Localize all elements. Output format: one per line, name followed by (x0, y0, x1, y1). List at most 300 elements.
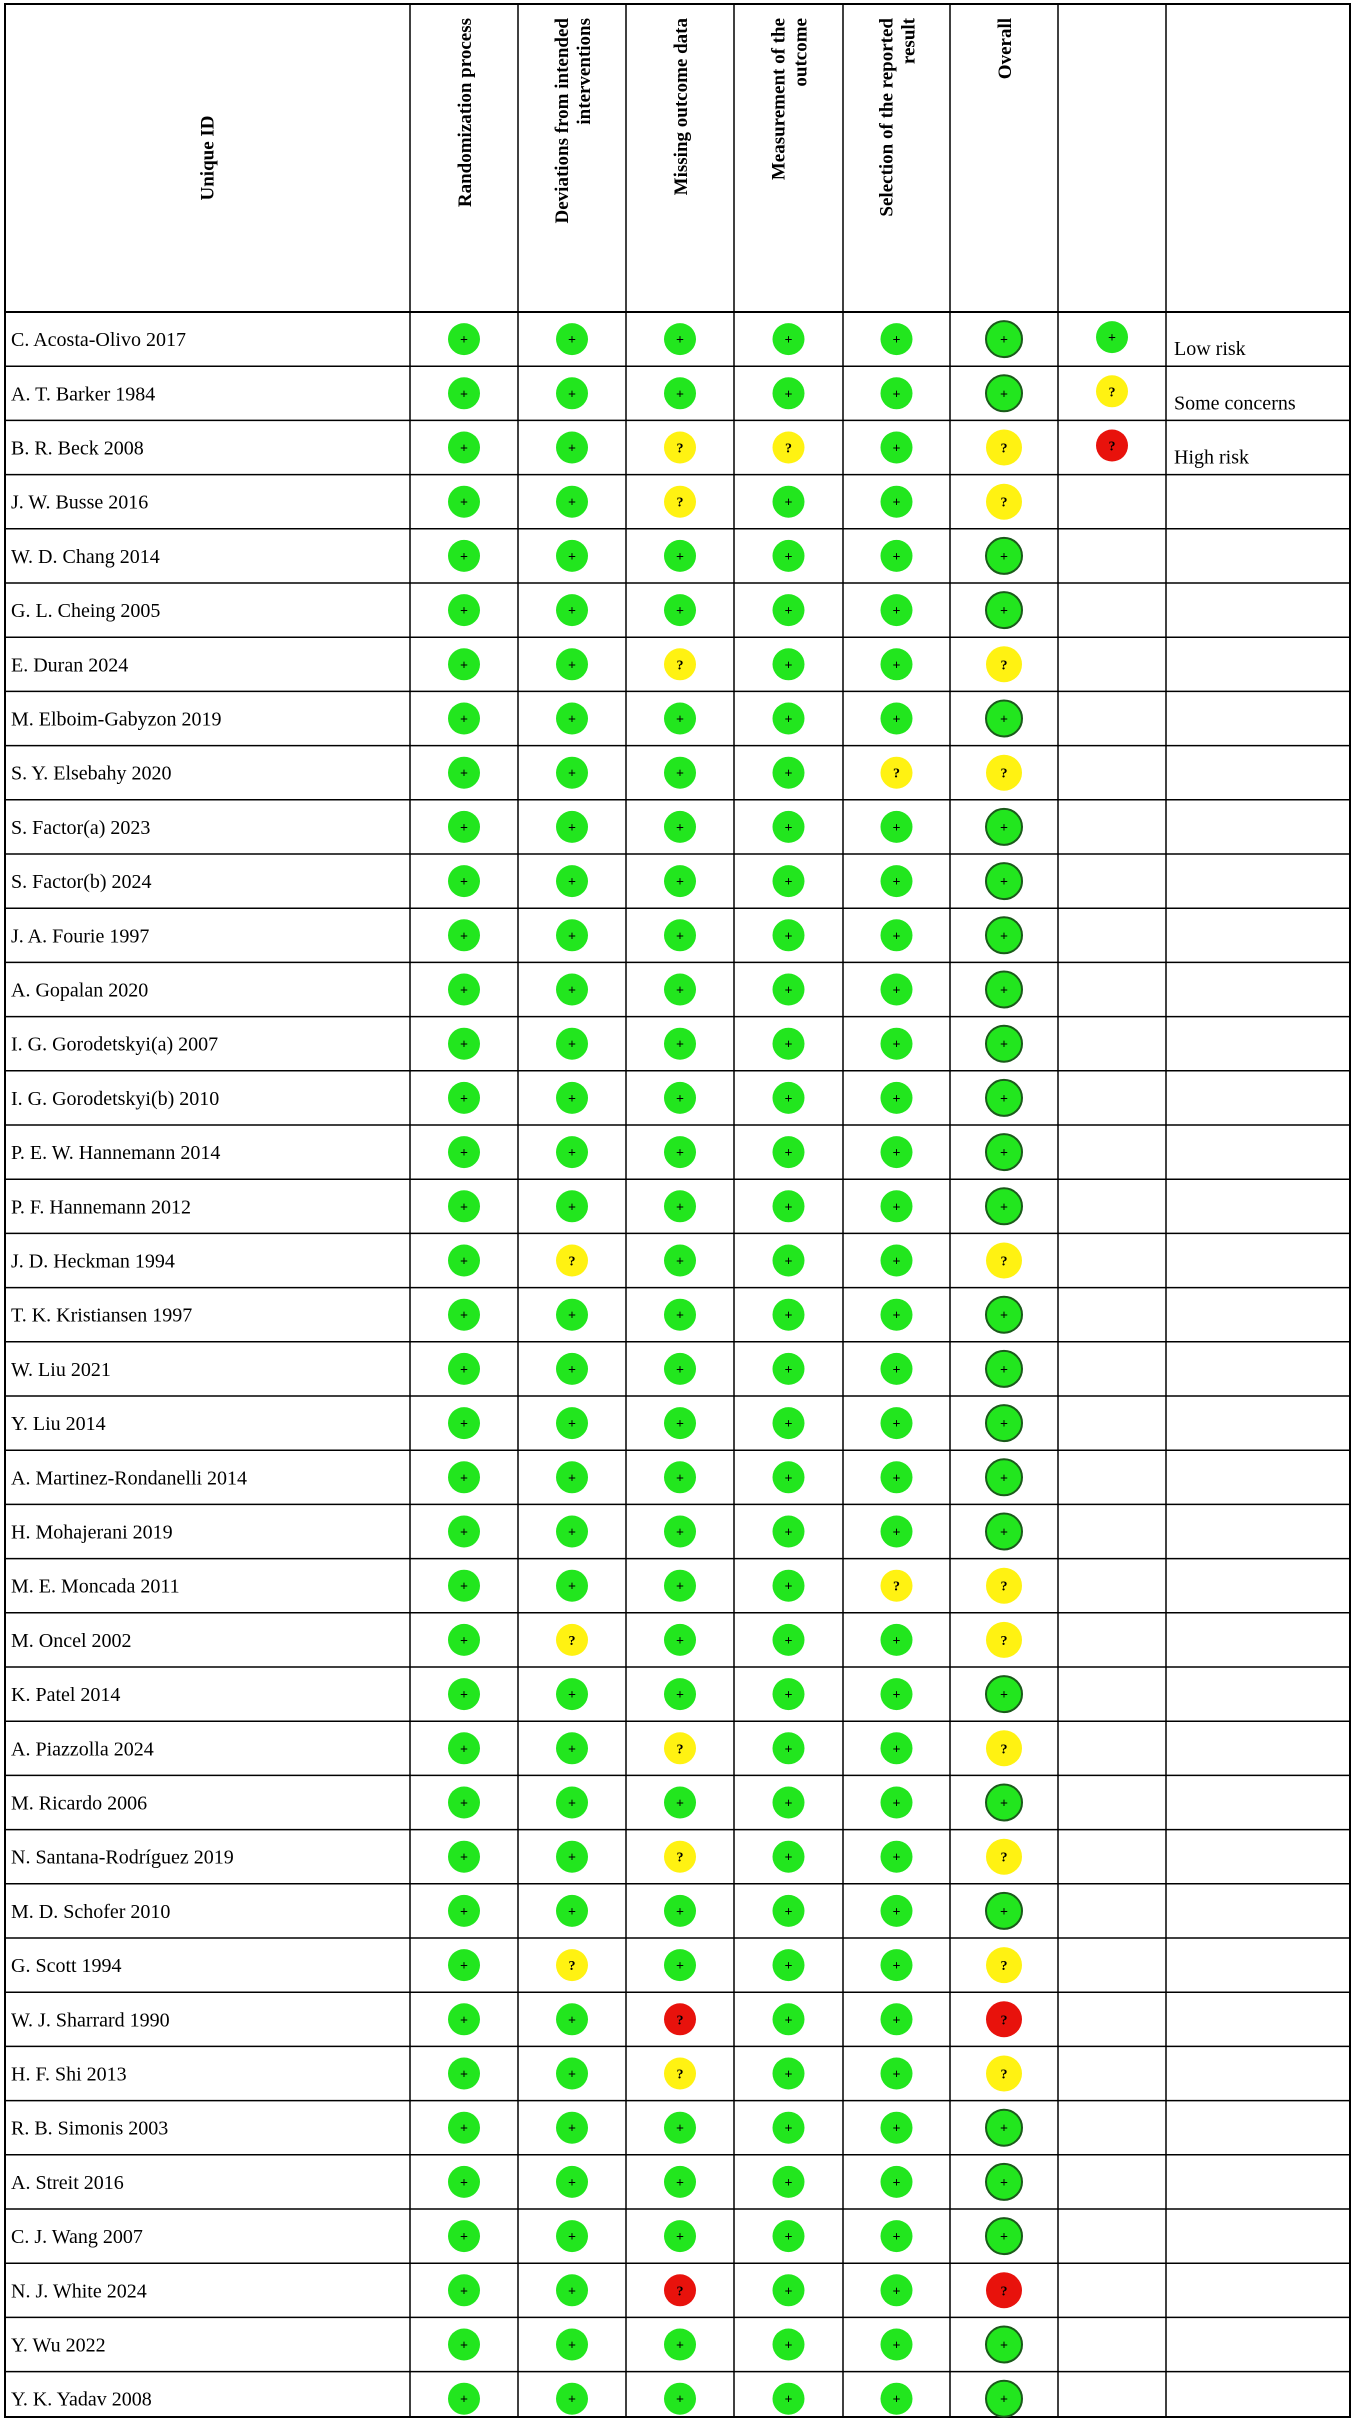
low-risk-symbol: + (676, 604, 684, 620)
judgement-some (986, 484, 1022, 520)
judgement-low (556, 2329, 588, 2361)
low-risk-symbol: + (460, 333, 468, 349)
study-name: Y. Wu 2022 (11, 2334, 106, 2357)
study-name: J. A. Fourie 1997 (11, 925, 150, 948)
judgement-low (986, 1080, 1022, 1116)
judgement-high (664, 2274, 696, 2306)
study-name: M. D. Schofer 2010 (11, 1900, 171, 1923)
judgement-low (881, 2058, 913, 2090)
some-risk-symbol: ? (676, 495, 684, 511)
low-risk-symbol: + (568, 1146, 576, 1162)
judgement-low (448, 1949, 480, 1981)
judgement-low (556, 1895, 588, 1927)
low-risk-symbol: + (676, 1688, 684, 1704)
table-row (11, 538, 1022, 574)
low-risk-symbol: + (892, 1471, 901, 1487)
table-row (11, 2327, 1022, 2363)
judgement-low (448, 1353, 480, 1385)
some-risk-symbol: ? (1000, 766, 1008, 782)
judgement-low (448, 2112, 480, 2144)
judgement-low (881, 974, 913, 1006)
judgement-low (986, 2381, 1022, 2417)
column-header-domain-line: Measurement of the (768, 18, 790, 181)
judgement-some (986, 1622, 1022, 1658)
column-header-domain (671, 18, 692, 196)
low-risk-symbol: + (892, 1633, 901, 1649)
table-body (11, 321, 1022, 2417)
low-risk-symbol: + (676, 1471, 684, 1487)
low-risk-symbol: + (784, 1037, 793, 1053)
low-risk-symbol: + (460, 604, 468, 620)
study-name: A. Gopalan 2020 (11, 979, 149, 1002)
low-risk-symbol: + (1000, 549, 1008, 565)
judgement-some (986, 1839, 1022, 1875)
table-row (11, 2110, 1022, 2146)
low-risk-symbol: + (784, 1200, 793, 1216)
judgement-low (986, 1676, 1022, 1712)
judgement-low (556, 486, 588, 518)
judgement-low (448, 757, 480, 789)
judgement-low (556, 2003, 588, 2035)
judgement-low (448, 1732, 480, 1764)
study-name: C. Acosta-Olivo 2017 (11, 329, 186, 352)
judgement-low (448, 1082, 480, 1114)
judgement-low (448, 1299, 480, 1331)
judgement-some (664, 648, 696, 680)
low-risk-symbol: + (784, 1742, 793, 1758)
low-risk-symbol: + (568, 1471, 576, 1487)
judgement-low (881, 1516, 913, 1548)
low-risk-symbol: + (892, 2230, 901, 2246)
low-risk-symbol: + (1000, 875, 1008, 891)
low-risk-symbol: + (568, 820, 576, 836)
low-risk-symbol: + (568, 549, 576, 565)
low-risk-symbol: + (1000, 1796, 1008, 1812)
some-risk-symbol: ? (676, 441, 684, 457)
judgement-low (448, 1245, 480, 1277)
judgement-some (986, 1947, 1022, 1983)
low-risk-symbol: + (568, 2067, 576, 2083)
judgement-low (448, 377, 480, 409)
low-risk-symbol: + (460, 1362, 468, 1378)
low-risk-symbol: + (676, 1417, 684, 1433)
judgement-low (448, 2383, 480, 2415)
low-risk-symbol: + (784, 1471, 793, 1487)
low-risk-symbol: + (676, 1254, 684, 1270)
judgement-low (881, 1678, 913, 1710)
low-risk-symbol: + (784, 1146, 793, 1162)
judgement-low (881, 1136, 913, 1168)
low-risk-symbol: + (784, 1850, 793, 1866)
low-risk-symbol: + (892, 1037, 901, 1053)
judgement-low (986, 1134, 1022, 1170)
some-risk-symbol: ? (1000, 1579, 1008, 1595)
low-risk-symbol: + (568, 1742, 576, 1758)
judgement-low (664, 1245, 696, 1277)
low-risk-symbol: + (568, 712, 576, 728)
judgement-low (556, 648, 588, 680)
judgement-low (881, 432, 913, 464)
low-risk-symbol: + (892, 333, 901, 349)
judgement-low (881, 1407, 913, 1439)
judgement-low (881, 1299, 913, 1331)
study-name: E. Duran 2024 (11, 654, 129, 677)
table-row (11, 1785, 1022, 1821)
table-row (11, 1893, 1022, 1929)
some-risk-symbol: ? (893, 766, 900, 782)
judgement-low (773, 2274, 805, 2306)
study-name: R. B. Simonis 2003 (11, 2117, 169, 2140)
judgement-low (773, 1461, 805, 1493)
judgement-low (448, 1787, 480, 1819)
low-risk-symbol: + (676, 333, 684, 349)
judgement-low (773, 1028, 805, 1060)
column-header-domain-line: Selection of the reported (876, 18, 898, 217)
judgement-low (664, 2112, 696, 2144)
column-header-domain (552, 18, 595, 224)
judgement-low (986, 1351, 1022, 1387)
judgement-low (664, 1787, 696, 1819)
low-risk-symbol: + (676, 2230, 684, 2246)
low-risk-symbol: + (892, 1904, 901, 1920)
low-risk-symbol: + (460, 2284, 468, 2300)
low-risk-symbol: + (568, 387, 576, 403)
low-risk-symbol: + (568, 658, 576, 674)
judgement-low (664, 703, 696, 735)
some-risk-symbol: ? (1000, 2067, 1008, 2083)
judgement-low (986, 2327, 1022, 2363)
legend-label: High risk (1174, 446, 1249, 469)
study-name: P. E. W. Hannemann 2014 (11, 1142, 221, 1165)
some-risk-symbol: ? (1000, 441, 1008, 457)
high-risk-symbol: ? (676, 2013, 684, 2029)
low-risk-symbol: + (676, 387, 684, 403)
low-risk-symbol: + (892, 1417, 901, 1433)
some-risk-symbol: ? (1108, 385, 1116, 401)
low-risk-symbol: + (676, 929, 684, 945)
table-row (11, 2001, 1022, 2037)
study-name: S. Y. Elsebahy 2020 (11, 762, 172, 785)
judgement-some (986, 1730, 1022, 1766)
low-risk-symbol: + (460, 1200, 468, 1216)
low-risk-symbol: + (460, 875, 468, 891)
low-risk-symbol: + (568, 2284, 576, 2300)
judgement-low (773, 377, 805, 409)
judgement-low (556, 2274, 588, 2306)
low-risk-symbol: + (892, 1525, 901, 1541)
judgement-low (773, 2220, 805, 2252)
judgement-low (881, 594, 913, 626)
low-risk-symbol: + (568, 441, 576, 457)
judgement-low (664, 1136, 696, 1168)
study-name: A. Piazzolla 2024 (11, 1738, 154, 1761)
judgement-low (556, 1190, 588, 1222)
judgement-low (773, 323, 805, 355)
judgement-low (986, 538, 1022, 574)
low-risk-symbol: + (892, 549, 901, 565)
some-risk-symbol: ? (676, 1742, 684, 1758)
low-risk-symbol: + (568, 333, 576, 349)
judgement-low (1096, 321, 1128, 353)
low-risk-symbol: + (892, 820, 901, 836)
judgement-low (556, 377, 588, 409)
judgement-low (448, 1570, 480, 1602)
low-risk-symbol: + (784, 1688, 793, 1704)
low-risk-symbol: + (892, 2284, 901, 2300)
low-risk-symbol: + (1000, 1525, 1008, 1541)
judgement-low (664, 540, 696, 572)
low-risk-symbol: + (676, 1362, 684, 1378)
judgement-low (881, 1082, 913, 1114)
judgement-low (556, 2383, 588, 2415)
low-risk-symbol: + (676, 1037, 684, 1053)
judgement-low (556, 2058, 588, 2090)
judgement-low (986, 1459, 1022, 1495)
low-risk-symbol: + (676, 1525, 684, 1541)
judgement-low (556, 1732, 588, 1764)
judgement-low (881, 648, 913, 680)
table-row (11, 646, 1022, 682)
judgement-low (664, 594, 696, 626)
judgement-low (664, 974, 696, 1006)
judgement-low (664, 1353, 696, 1385)
low-risk-symbol: + (568, 1904, 576, 1920)
low-risk-symbol: + (1000, 333, 1008, 349)
table-row (11, 1405, 1022, 1441)
study-name: W. D. Chang 2014 (11, 545, 160, 568)
low-risk-symbol: + (460, 2338, 468, 2354)
low-risk-symbol: + (892, 2338, 901, 2354)
low-risk-symbol: + (892, 875, 901, 891)
low-risk-symbol: + (784, 2230, 793, 2246)
table-row (11, 863, 1022, 899)
judgement-low (881, 377, 913, 409)
study-name: A. Martinez-Rondanelli 2014 (11, 1467, 248, 1490)
column-header-domain (877, 17, 920, 216)
judgement-high (986, 2001, 1022, 2037)
table-row (11, 1459, 1022, 1495)
table-row (11, 1622, 1022, 1658)
low-risk-symbol: + (460, 1525, 468, 1541)
low-risk-symbol: + (460, 1308, 468, 1324)
judgement-low (986, 972, 1022, 1008)
judgement-high (1096, 430, 1128, 462)
judgement-low (773, 1353, 805, 1385)
low-risk-symbol: + (568, 1362, 576, 1378)
judgement-low (556, 1299, 588, 1331)
judgement-low (881, 1190, 913, 1222)
judgement-low (773, 486, 805, 518)
judgement-low (881, 2003, 913, 2035)
low-risk-symbol: + (676, 1091, 684, 1107)
judgement-low (448, 432, 480, 464)
judgement-low (773, 865, 805, 897)
table-row (11, 1568, 1022, 1604)
study-name: G. L. Cheing 2005 (11, 600, 161, 623)
judgement-low (773, 2003, 805, 2035)
judgement-low (556, 1678, 588, 1710)
low-risk-symbol: + (460, 1471, 468, 1487)
low-risk-symbol: + (1000, 2392, 1008, 2408)
low-risk-symbol: + (460, 1688, 468, 1704)
column-header-domain-line: interventions (574, 18, 595, 125)
low-risk-symbol: + (460, 2392, 468, 2408)
judgement-low (556, 919, 588, 951)
low-risk-symbol: + (568, 2392, 576, 2408)
judgement-low (986, 375, 1022, 411)
judgement-low (556, 1136, 588, 1168)
judgement-low (773, 974, 805, 1006)
study-name: J. D. Heckman 1994 (11, 1250, 175, 1273)
judgement-low (664, 377, 696, 409)
judgement-low (664, 1516, 696, 1548)
judgement-low (664, 1407, 696, 1439)
low-risk-symbol: + (676, 1904, 684, 1920)
legend-item (1096, 430, 1249, 469)
judgement-low (664, 2383, 696, 2415)
low-risk-symbol: + (784, 387, 793, 403)
judgement-low (556, 2112, 588, 2144)
judgement-low (448, 703, 480, 735)
low-risk-symbol: + (784, 1254, 793, 1270)
low-risk-symbol: + (784, 1417, 793, 1433)
judgement-low (556, 594, 588, 626)
low-risk-symbol: + (568, 2175, 576, 2191)
judgement-low (773, 757, 805, 789)
low-risk-symbol: + (784, 2284, 793, 2300)
low-risk-symbol: + (460, 712, 468, 728)
low-risk-symbol: + (460, 441, 468, 457)
judgement-low (448, 594, 480, 626)
study-name: I. G. Gorodetskyi(b) 2010 (11, 1087, 220, 1110)
table-row (11, 917, 1022, 953)
judgement-low (773, 2166, 805, 2198)
low-risk-symbol: + (568, 1579, 576, 1595)
some-risk-symbol: ? (676, 658, 684, 674)
low-risk-symbol: + (676, 1633, 684, 1649)
judgement-low (881, 1245, 913, 1277)
judgement-low (556, 1841, 588, 1873)
legend-label: Some concerns (1174, 392, 1296, 415)
some-risk-symbol: ? (1000, 1959, 1008, 1975)
study-name: G. Scott 1994 (11, 1955, 122, 1978)
table-row (11, 430, 1022, 466)
judgement-low (986, 2218, 1022, 2254)
table-row (11, 1243, 1022, 1279)
column-header-domain-line: Overall (995, 18, 1016, 80)
low-risk-symbol: + (460, 1796, 468, 1812)
low-risk-symbol: + (460, 2067, 468, 2083)
table-row (11, 701, 1022, 737)
judgement-low (556, 865, 588, 897)
low-risk-symbol: + (460, 2175, 468, 2191)
low-risk-symbol: + (784, 604, 793, 620)
low-risk-symbol: + (1000, 2230, 1008, 2246)
low-risk-symbol: + (676, 2175, 684, 2191)
judgement-low (986, 863, 1022, 899)
judgement-low (664, 2329, 696, 2361)
judgement-low (448, 2274, 480, 2306)
low-risk-symbol: + (460, 387, 468, 403)
low-risk-symbol: + (892, 1796, 901, 1812)
study-name: M. Elboim-Gabyzon 2019 (11, 708, 222, 731)
judgement-low (556, 323, 588, 355)
low-risk-symbol: + (460, 2013, 468, 2029)
table-row (11, 1676, 1022, 1712)
low-risk-symbol: + (784, 2392, 793, 2408)
judgement-low (773, 1136, 805, 1168)
judgement-low (773, 2112, 805, 2144)
some-risk-symbol: ? (676, 2067, 684, 2083)
low-risk-symbol: + (892, 604, 901, 620)
judgement-low (448, 323, 480, 355)
table-row (11, 1188, 1022, 1224)
judgement-low (664, 2166, 696, 2198)
judgement-low (773, 703, 805, 735)
table-row (11, 1514, 1022, 1550)
judgement-low (881, 2383, 913, 2415)
column-header-domain (769, 18, 812, 180)
judgement-some (556, 1245, 588, 1277)
judgement-some (881, 1570, 913, 1602)
judgement-low (448, 1516, 480, 1548)
judgement-low (986, 1785, 1022, 1821)
low-risk-symbol: + (892, 1959, 901, 1975)
judgement-low (664, 811, 696, 843)
low-risk-symbol: + (460, 2121, 468, 2137)
study-name: Y. K. Yadav 2008 (11, 2388, 152, 2411)
low-risk-symbol: + (784, 1904, 793, 1920)
judgement-low (448, 1407, 480, 1439)
low-risk-symbol: + (676, 2121, 684, 2137)
judgement-low (881, 703, 913, 735)
judgement-low (448, 1190, 480, 1222)
low-risk-symbol: + (1000, 1200, 1008, 1216)
low-risk-symbol: + (1000, 1417, 1008, 1433)
judgement-low (986, 321, 1022, 357)
judgement-low (881, 1028, 913, 1060)
judgement-some (986, 2056, 1022, 2092)
low-risk-symbol: + (460, 1742, 468, 1758)
some-risk-symbol: ? (568, 1254, 576, 1270)
judgement-low (448, 1678, 480, 1710)
low-risk-symbol: + (676, 2338, 684, 2354)
table-row (11, 1839, 1022, 1875)
judgement-low (773, 919, 805, 951)
table-row (11, 972, 1022, 1008)
low-risk-symbol: + (784, 1308, 793, 1324)
low-risk-symbol: + (892, 1254, 901, 1270)
judgement-low (448, 1028, 480, 1060)
some-risk-symbol: ? (1000, 1254, 1008, 1270)
low-risk-symbol: + (460, 1959, 468, 1975)
judgement-low (986, 1026, 1022, 1062)
low-risk-symbol: + (1000, 1471, 1008, 1487)
study-name: S. Factor(a) 2023 (11, 816, 151, 839)
judgement-low (773, 2383, 805, 2415)
legend-item (1096, 321, 1246, 360)
low-risk-symbol: + (892, 441, 901, 457)
judgement-low (556, 540, 588, 572)
judgement-low (664, 1895, 696, 1927)
judgement-low (881, 323, 913, 355)
low-risk-symbol: + (568, 604, 576, 620)
low-risk-symbol: + (892, 1688, 901, 1704)
judgement-low (881, 1624, 913, 1656)
judgement-some (664, 1732, 696, 1764)
judgement-low (556, 703, 588, 735)
judgement-some (986, 755, 1022, 791)
